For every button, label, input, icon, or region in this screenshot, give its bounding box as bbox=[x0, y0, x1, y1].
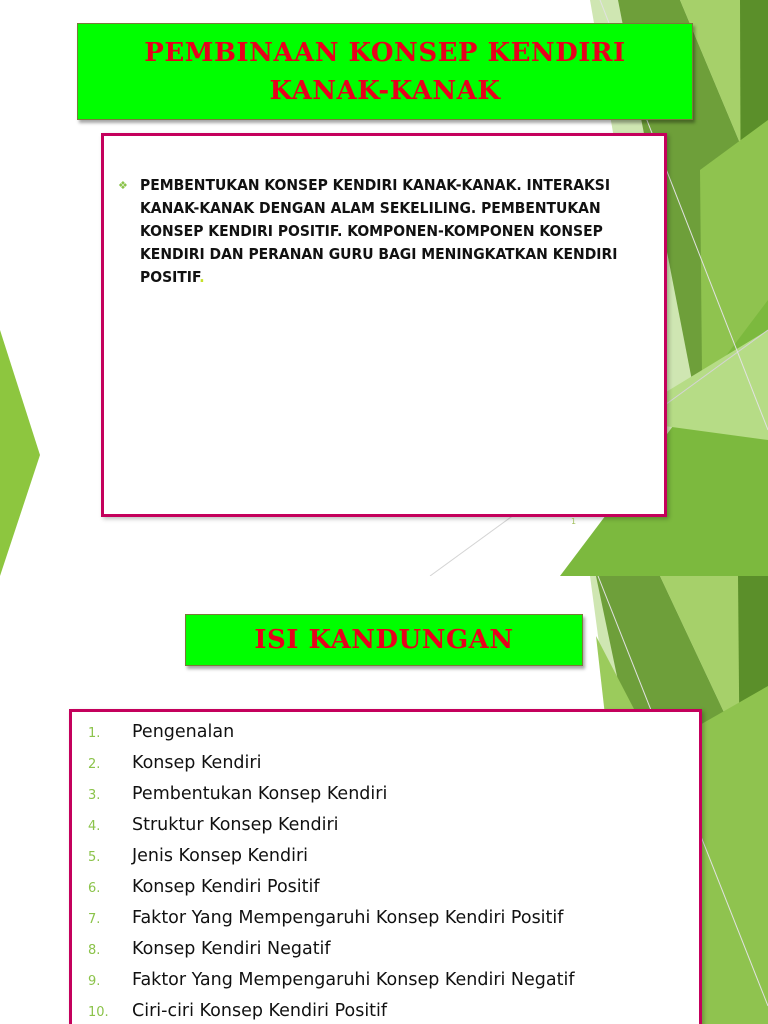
slide-number: 1 bbox=[571, 517, 577, 526]
list-item-number: 9. bbox=[88, 974, 101, 989]
list-item-label: Pembentukan Konsep Kendiri bbox=[132, 784, 388, 804]
list-item bbox=[72, 722, 699, 753]
list-item-number: 7. bbox=[88, 912, 101, 927]
bullet-item bbox=[118, 174, 644, 289]
list-item bbox=[72, 939, 699, 970]
bullet-end: . bbox=[199, 268, 205, 286]
list-item bbox=[72, 877, 699, 908]
list-item-number: 2. bbox=[88, 757, 101, 772]
slide-2-title: ISI KANDUNGAN bbox=[254, 625, 514, 655]
list-item-number: 4. bbox=[88, 819, 101, 834]
slide-2 bbox=[0, 576, 768, 1024]
slide-1-content-box bbox=[101, 133, 667, 517]
list-item-number: 3. bbox=[88, 788, 101, 803]
slide-1-title-line1: PEMBINAAN KONSEP KENDIRI bbox=[144, 38, 626, 68]
list-item-number: 10. bbox=[88, 1005, 109, 1020]
list-item-label: Konsep Kendiri bbox=[132, 753, 262, 773]
bullet-text: PEMBENTUKAN KONSEP KENDIRI KANAK-KANAK. INTERAKSI KANAK-KANAK DENGAN ALAM SEKELILING. PEMBENTUKAN KONSEP KENDIRI POSITIF. KOMPONEN-KOMPONEN KONSEP KENDIRI DAN PERANAN GURU BAGI MENINGKATKAN KENDIRI POSITIF bbox=[140, 176, 618, 286]
list-item bbox=[72, 815, 699, 846]
list-item bbox=[72, 846, 699, 877]
list-item bbox=[72, 1001, 699, 1024]
list-item-label: Ciri-ciri Konsep Kendiri Positif bbox=[132, 1001, 388, 1021]
list-item bbox=[72, 753, 699, 784]
list-item-label: Konsep Kendiri Positif bbox=[132, 877, 320, 897]
list-item bbox=[72, 784, 699, 815]
slide-1-title-line2: KANAK-KANAK bbox=[269, 76, 501, 106]
list-item-label: Pengenalan bbox=[132, 722, 235, 742]
list-item-label: Konsep Kendiri Negatif bbox=[132, 939, 331, 959]
list-item-number: 5. bbox=[88, 850, 101, 865]
list-item-number: 6. bbox=[88, 881, 101, 896]
list-item-number: 8. bbox=[88, 943, 101, 958]
slide-2-title-banner bbox=[185, 614, 583, 666]
list-item bbox=[72, 970, 699, 1001]
list-item-label: Jenis Konsep Kendiri bbox=[132, 846, 309, 866]
list-item-label: Faktor Yang Mempengaruhi Konsep Kendiri Negatif bbox=[132, 970, 575, 990]
list-item-label: Faktor Yang Mempengaruhi Konsep Kendiri Positif bbox=[132, 908, 564, 928]
list-item-number: 1. bbox=[88, 726, 101, 741]
slide-2-content-box bbox=[69, 709, 702, 1024]
contents-list bbox=[72, 722, 699, 1024]
list-item bbox=[72, 908, 699, 939]
slide-1-title-banner bbox=[77, 23, 693, 120]
list-item-label: Struktur Konsep Kendiri bbox=[132, 815, 339, 835]
diamond-bullet-icon: ❖ bbox=[118, 179, 128, 192]
